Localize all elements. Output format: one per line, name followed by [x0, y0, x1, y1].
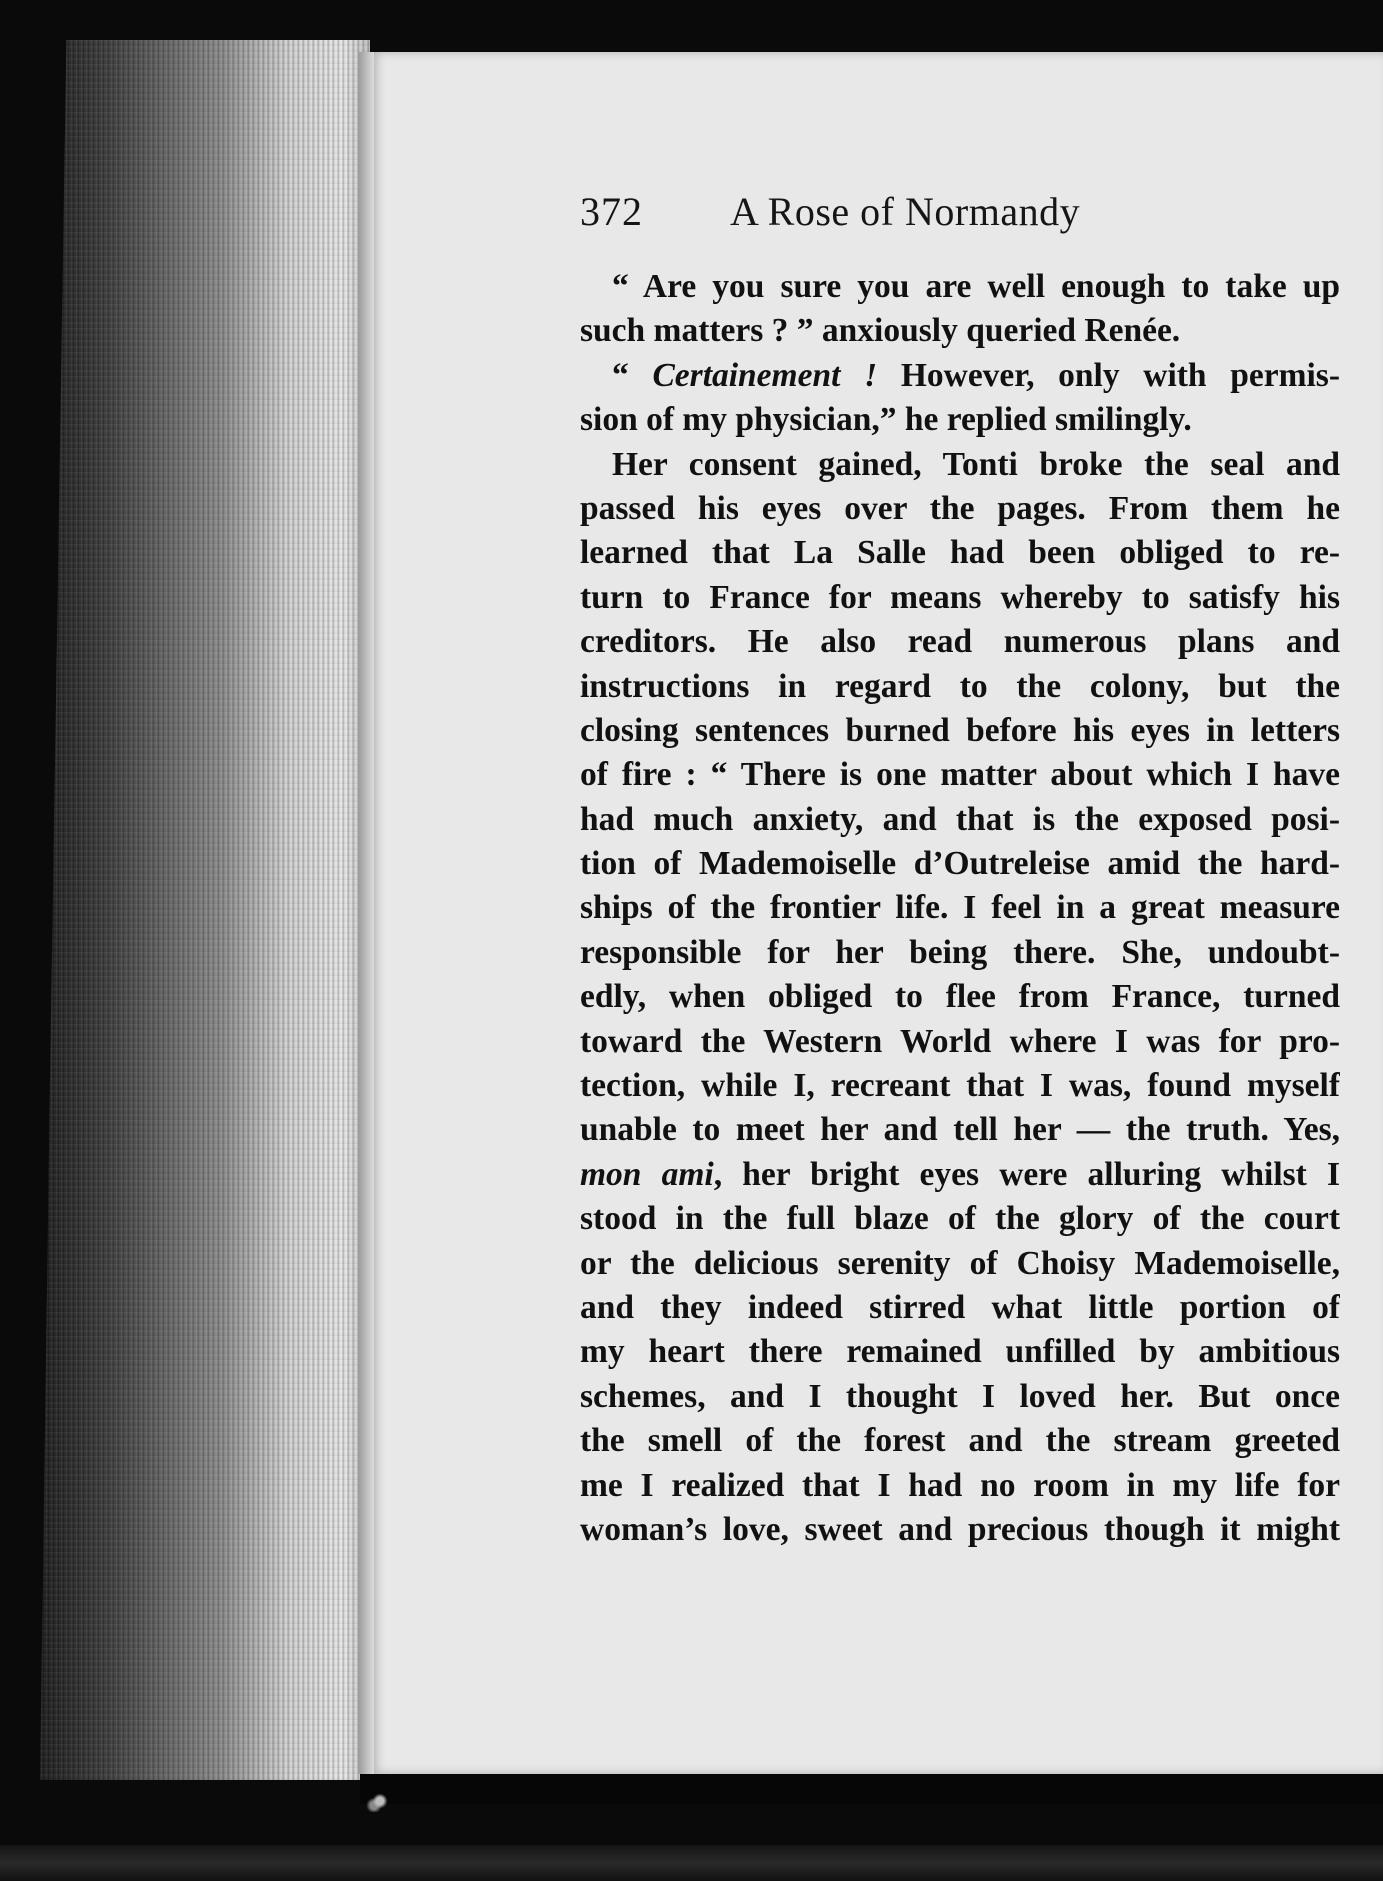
- text-line: sion of my physician,” he replied smilingly.: [580, 401, 1192, 439]
- text-line: edly, when obliged to flee from France, turned: [580, 978, 1340, 1016]
- text-line: passed his eyes over the pages. From them he: [580, 489, 1340, 527]
- text-line: instructions in regard to the colony, but the: [580, 667, 1340, 705]
- text-line: of fire : “ There is one matter about which I have: [580, 756, 1340, 794]
- text-line: creditors. He also read numerous plans and: [580, 623, 1340, 661]
- scanner-bottom-band: [0, 1845, 1383, 1881]
- page-bottom-shadow: [360, 1774, 1383, 1804]
- running-title: A Rose of Normandy: [730, 189, 1081, 234]
- italic-phrase: mon ami: [580, 1155, 714, 1193]
- italic-phrase: Certainement !: [652, 356, 878, 394]
- text-line: me I realized that I had no room in my life for: [580, 1466, 1340, 1504]
- text-line: such matters ? ” anxiously queried Renée.: [580, 312, 1181, 350]
- text-line: closing sentences burned before his eyes in letters: [580, 711, 1340, 749]
- text-line: turn to France for means whereby to satisfy his: [580, 578, 1340, 616]
- text-line: stood in the full blaze of the glory of the court: [580, 1200, 1340, 1238]
- text-line: ships of the frontier life. I feel in a great measure: [580, 889, 1340, 927]
- text-line: mon ami, her bright eyes were alluring whilst I: [580, 1155, 1340, 1193]
- text-line: learned that La Salle had been obliged to re-: [580, 534, 1340, 572]
- text-line: “ Certainement ! However, only with permis-: [612, 356, 1340, 394]
- text-line: tion of Mademoiselle d’Outreleise amid the hard-: [580, 845, 1340, 883]
- text-line: woman’s love, sweet and precious though it might: [580, 1510, 1340, 1548]
- text-line: toward the Western World where I was for pro-: [580, 1022, 1340, 1060]
- text-line: my heart there remained unfilled by ambitious: [580, 1333, 1340, 1371]
- page-edges-stack: [40, 40, 370, 1780]
- text-line: Her consent gained, Tonti broke the seal and: [612, 445, 1340, 483]
- page-header: [580, 188, 1340, 238]
- text-line: had much anxiety, and that is the exposed posi-: [580, 800, 1340, 838]
- body-text: [580, 265, 1340, 1552]
- page-number: 372: [580, 189, 643, 234]
- text-line: or the delicious serenity of Choisy Mademoiselle,: [580, 1244, 1340, 1282]
- text-line: responsible for her being there. She, undoubt-: [580, 933, 1340, 971]
- text-line: tection, while I, recreant that I was, found myself: [580, 1067, 1340, 1105]
- text-line: “ Are you sure you are well enough to take up: [612, 268, 1340, 305]
- text-line: the smell of the forest and the stream greeted: [580, 1422, 1340, 1460]
- text-line: schemes, and I thought I loved her. But once: [580, 1377, 1340, 1415]
- text-line: and they indeed stirred what little portion of: [580, 1288, 1340, 1326]
- text-line: unable to meet her and tell her — the truth. Yes,: [580, 1111, 1340, 1149]
- scan-speck: [365, 1790, 395, 1812]
